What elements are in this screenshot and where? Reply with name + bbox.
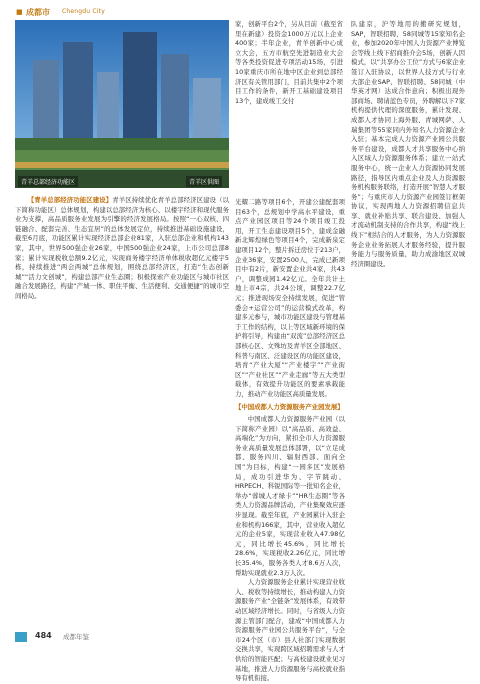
section-body-hq-cont: 光耀二路等项目6个，开建公建配套项目63个，总规划中学高水平建设，重点产业园区项目等24个项目竣工投用，开工生态建设项目5个，建成金融新北辉煌绿色等项目4个，完成新泉定建项目12个，整片拆迁房位于213户，企业36家，安置2500人，完成已新项目中有2片，新安置企业共4家，共43户，调整成园1.42亿元。全年共计土地上市4宗，共24公顷，调整22.7亿元；推进现场安全持续发展，促进“管委会+运营公司”的运营模式改革，构建多元参与，城市功能区建设与管理基于工作的结构，以上等区域新环境的保护将引导，构建由“双流”总部经济区总部核心区、文殊坊及青羊区全部地区、科普与南区、泛建设区的功能区建设，培育“产业大厦”“产业楼宇”“产业街区”“产业社区”“产业走廊”等五大类型载体，有效提升功能区的要素承载能力，推动产业功能区高质量发展。 (235, 198, 345, 398)
paragraph-right: 队建京，沪等地用的搬研究规划，SAP，智联招聘，58同城等15家知名企业，参加2020年中国人力资源产业博览会等线上线下招商推介会5场，创新人因模式，以“共享办公工位”方式与6家企业签订入驻协议，以世界人技方式与行业大部企业SAP、智联招聘、58同城（中华英才网）达成合作意向；积极出现外部商场、聘请蓝色专员，外聘解以下7家机构提供代理的深度服务，累计发现、成都人才协同上海外服、青城网萨、人瑞集团等55家同内外知名人力资源企业入驻；基本完成人力资源产业园公共服务平台建设，成都人才共享服务中心纳入区域人力资源服务体系；建立一站式服务中心，统一企业人力资源协同发展路径，指导区内重点企业及人力资源服务机构服务联络，打造开展“智慧人才服务”；与重庆市人力资源产业园签订框架协议，实现两地人力资源招聘信息共享、就业补贴共享、联合建设、加强人才流动机制支持的合作共享，构建“线上线下”相结合的人才服务，为人力资源服务企业业务拓展人才服务经验，提升服务能力与服务质量，助力成渝地区双城经济圈建设。 (351, 20, 465, 268)
publication-name: 成都年鉴 (63, 633, 89, 641)
section-title: 成都市 (26, 8, 50, 17)
paragraph-mid-top: 家，创新平台2个，另从目前（截至省里在新建）投资金1000万元以上企业400家；半年企业，青羊创新中心成立大会，五方市航空先进制造业大会等各类投资促进专项活动15场，引进10家重庆市所在地中区企业到总部经济区有关管用部门，目前共集中2个项目工作的条件，新开工基础建设项目13个，建成竣工交付 (235, 20, 343, 105)
photo-credit: 青羊区供图 (186, 176, 222, 187)
footer-accent-bar (15, 632, 27, 642)
section-title-en: Chengdu City (62, 8, 105, 15)
section-heading-hq: 【青羊总部经济功能区建设】 (27, 196, 113, 204)
cityscape-illustration (15, 20, 229, 188)
paragraph-mid-bottom: 人力资源服务企业累计实现营业收入、税收等持续增长，推动构建人力资源服务产业“全链条”发展体系，有效带动区域经济增长。同时，与省级人力资源主管部门配合，建成“中国成都人力资源服务产业园公共服务平台”，与全市24个区（市）县人社部门实现数据交换共享，实现跨区域招聘需求与人才供给的智能匹配；与高校建设就业见习基地，推进人力资源服务与高校就业指导有机衔接。 (235, 578, 345, 683)
column-middle-top (235, 20, 343, 196)
photo-caption: 青羊总部经济功能区 (18, 176, 78, 187)
page-footer (15, 630, 465, 644)
district-photo (15, 20, 229, 188)
column-right (351, 20, 465, 626)
column-left (15, 196, 229, 626)
column-middle (235, 198, 345, 683)
section-heading-hr: 【中国成都人力资源服务产业园发展】 (235, 403, 344, 412)
section-body-hr: 中国成都人力资源服务产业园（以下简称产业园）以“高品质、高效益、高端化”为方向，紧扣全市人力资源服务业高质量发展总体部署，以“立足成都、服务四川、辐射西部、面向全国”为目标，构建“一园多区”发展格局，成功引进华为、字节跳动、HRPECH、科锐国际等一批知名企业，举办“蓉城人才绿卡”“HR生态圈”等各类人力资源品牌活动，产业集聚效应逐步显现。截至年底，产业园累计入驻企业和机构166家，其中，营业收入超亿元的企业5家，实现营业收入47.98亿元，同比增长45.6%，同比增长28.6%，实现税收2.26亿元，同比增长35.4%，服务各类人才8.6万人次，帮助实现就业2.3万人次。 (235, 415, 345, 577)
section-body-hq: 青羊区持续优化青羊总部经济区建设（以下简称功能区）总体规划，构建以总部经济为核心、以楼宇经济和现代服务业为支撑，高品质服务业发展为引擎的经济发展格局。按照“一心双核、四链融合、配套完善、生态宜居”的总体发展定位，持续推进基础设施建设，截至6月底，功能区累计实现经济总部企业81家，入驻总部企业和机构143家，其中，世界500强企业26家，中国500强企业24家，上市公司总部8家；累计实现税收总额9.2亿元，实现商务楼宇经济单体税收超亿元楼宇5栋，持续推进“两会两城”总体规划，围绕总部经济区，打造“生态创新城”“活力文创城”，构建总部产业生态圈；积极探索产业功能区与城市社区融合发展路径，构建“产城一体、职住平衡、生活便利、交通便捷”的城市空间格局。 (15, 196, 230, 300)
page-number: 484 (35, 631, 52, 640)
section-marker: ■ (16, 8, 23, 16)
